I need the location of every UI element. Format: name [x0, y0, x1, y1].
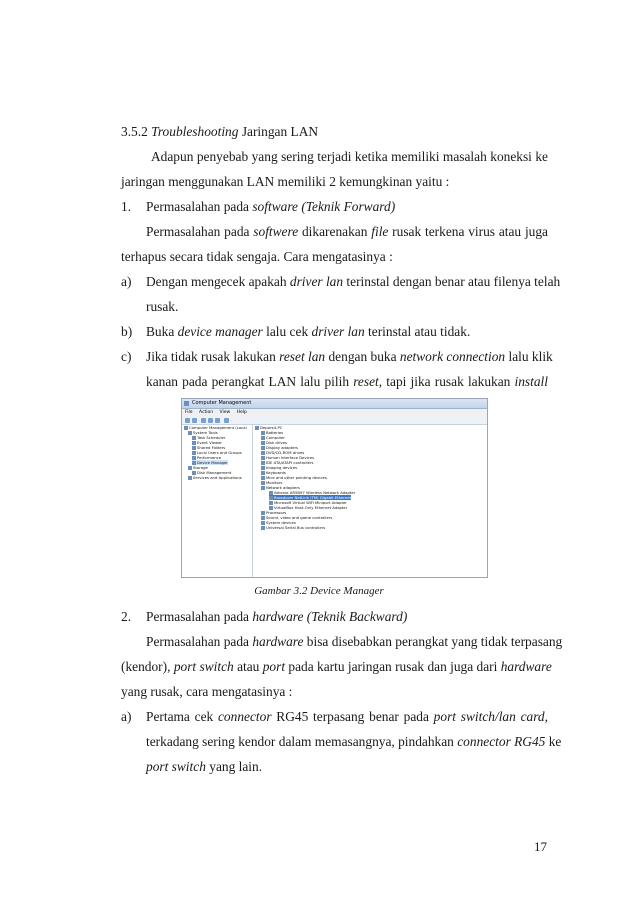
- network-adapter-selected[interactable]: Broadcom NetLink (TM) Gigabit Ethernet: [269, 495, 351, 500]
- tree-item-device-manager[interactable]: Device Manager: [192, 460, 228, 465]
- item2a-line-3: port switch yang lain.: [146, 759, 263, 774]
- device-manager-screenshot: [181, 398, 488, 578]
- section-heading: 3.5.2 Troubleshooting Jaringan LAN: [121, 124, 319, 139]
- network-adapter[interactable]: Microsoft Virtual WiFi Miniport Adapter: [269, 500, 347, 505]
- network-adapter[interactable]: VirtualBox Host-Only Ethernet Adapter: [269, 505, 347, 510]
- tree-item[interactable]: Local Users and Groups: [192, 450, 242, 455]
- item2-paragraph-line-1: Permasalahan pada hardware bisa disebabkan perangkat yang tidak terpasang: [146, 634, 563, 649]
- properties-icon[interactable]: [208, 418, 213, 423]
- item1c-line-2: kanan pada perangkat LAN lalu pilih reset, tapi jika rusak lakukan install: [146, 374, 548, 389]
- console-tree: [182, 424, 253, 577]
- item1-title: Permasalahan pada software (Teknik Forward): [146, 199, 396, 214]
- item2a-label: a): [121, 709, 132, 724]
- device-category[interactable]: Disk drives: [261, 440, 287, 445]
- device-category[interactable]: IDE ATA/ATAPI controllers: [261, 460, 313, 465]
- network-adapter[interactable]: Atheros AR5B97 Wireless Network Adapter: [269, 490, 355, 495]
- item1-paragraph-line-2: terhapus secara tidak sengaja. Cara mengatasinya :: [121, 249, 393, 264]
- menu-view[interactable]: View: [219, 410, 231, 415]
- item2-title: Permasalahan pada hardware (Teknik Backward): [146, 609, 408, 624]
- scan-icon[interactable]: [224, 418, 229, 423]
- menu-help[interactable]: Help: [236, 410, 247, 415]
- item1-number: 1.: [121, 199, 132, 214]
- back-icon[interactable]: [185, 418, 190, 423]
- intro-line-2: jaringan menggunakan LAN memiliki 2 kemungkinan yaitu :: [121, 174, 450, 189]
- tree-item[interactable]: Services and Applications: [188, 475, 242, 480]
- computer-management-icon: [184, 401, 189, 406]
- device-category[interactable]: Universal Serial Bus controllers: [261, 525, 325, 530]
- tree-item[interactable]: Task Scheduler: [192, 435, 225, 440]
- up-icon[interactable]: [201, 418, 206, 423]
- tree-item[interactable]: Performance: [192, 455, 221, 460]
- item1a-line-2: rusak.: [146, 299, 179, 314]
- figure-caption: Gambar 3.2 Device Manager: [254, 585, 384, 597]
- item2-paragraph-line-3: yang rusak, cara mengatasinya :: [121, 684, 293, 699]
- tree-item[interactable]: Computer Management (Local: [184, 425, 247, 430]
- item1b-line: Buka device manager lalu cek driver lan terinstal atau tidak.: [146, 324, 471, 339]
- device-category[interactable]: DVD/CD-ROM drives: [261, 450, 304, 455]
- help-icon[interactable]: [215, 418, 220, 423]
- device-category[interactable]: Imaging devices: [261, 465, 297, 470]
- tree-item[interactable]: Storage: [188, 465, 208, 470]
- item1b-label: b): [121, 324, 133, 339]
- device-category[interactable]: Mice and other pointing devices: [261, 475, 327, 480]
- window-titlebar: Computer Management: [182, 399, 487, 409]
- device-category[interactable]: Sound, video and game controllers: [261, 515, 332, 520]
- tree-item[interactable]: System Tools: [188, 430, 218, 435]
- item1c-label: c): [121, 349, 132, 364]
- device-category[interactable]: System devices: [261, 520, 296, 525]
- item2-paragraph-line-2: (kendor), port switch atau port pada kartu jaringan rusak dan juga dari hardware: [121, 659, 552, 674]
- device-tree: [253, 424, 487, 577]
- menu-bar: [182, 409, 487, 416]
- tree-item[interactable]: Disk Management: [192, 470, 231, 475]
- item1a-line-1: Dengan mengecek apakah driver lan terinstal dengan benar atau filenya telah: [146, 274, 561, 289]
- device-category-network-adapters[interactable]: Network adapters: [261, 485, 300, 490]
- tree-item[interactable]: Event Viewer: [192, 440, 222, 445]
- device-category[interactable]: Batteries: [261, 430, 283, 435]
- device-category[interactable]: Monitors: [261, 480, 282, 485]
- intro-line-1: Adapun penyebab yang sering terjadi ketika memiliki masalah koneksi ke: [151, 149, 548, 164]
- device-category[interactable]: Processors: [261, 510, 286, 515]
- device-category[interactable]: Human Interface Devices: [261, 455, 314, 460]
- menu-file[interactable]: File: [185, 410, 193, 415]
- item2a-line-2: terkadang sering kendor dalam memasangnya, pindahkan connector RG45 ke: [146, 734, 562, 749]
- item2a-line-1: Pertama cek connector RG45 terpasang benar pada port switch/lan card,: [146, 709, 548, 724]
- item2-number: 2.: [121, 609, 132, 624]
- device-root[interactable]: Deparsit-PC: [255, 425, 282, 430]
- menu-action[interactable]: Action: [198, 410, 214, 415]
- device-category[interactable]: Computer: [261, 435, 285, 440]
- device-category[interactable]: Keyboards: [261, 470, 286, 475]
- tree-item[interactable]: Shared Folders: [192, 445, 225, 450]
- device-category[interactable]: Display adapters: [261, 445, 298, 450]
- page-number: 17: [534, 839, 547, 854]
- forward-icon[interactable]: [192, 418, 197, 423]
- item1-paragraph-line-1: Permasalahan pada softwere dikarenakan file rusak terkena virus atau juga: [146, 224, 548, 239]
- item1a-label: a): [121, 274, 132, 289]
- item1c-line-1: Jika tidak rusak lakukan reset lan dengan buka network connection lalu klik: [146, 349, 553, 364]
